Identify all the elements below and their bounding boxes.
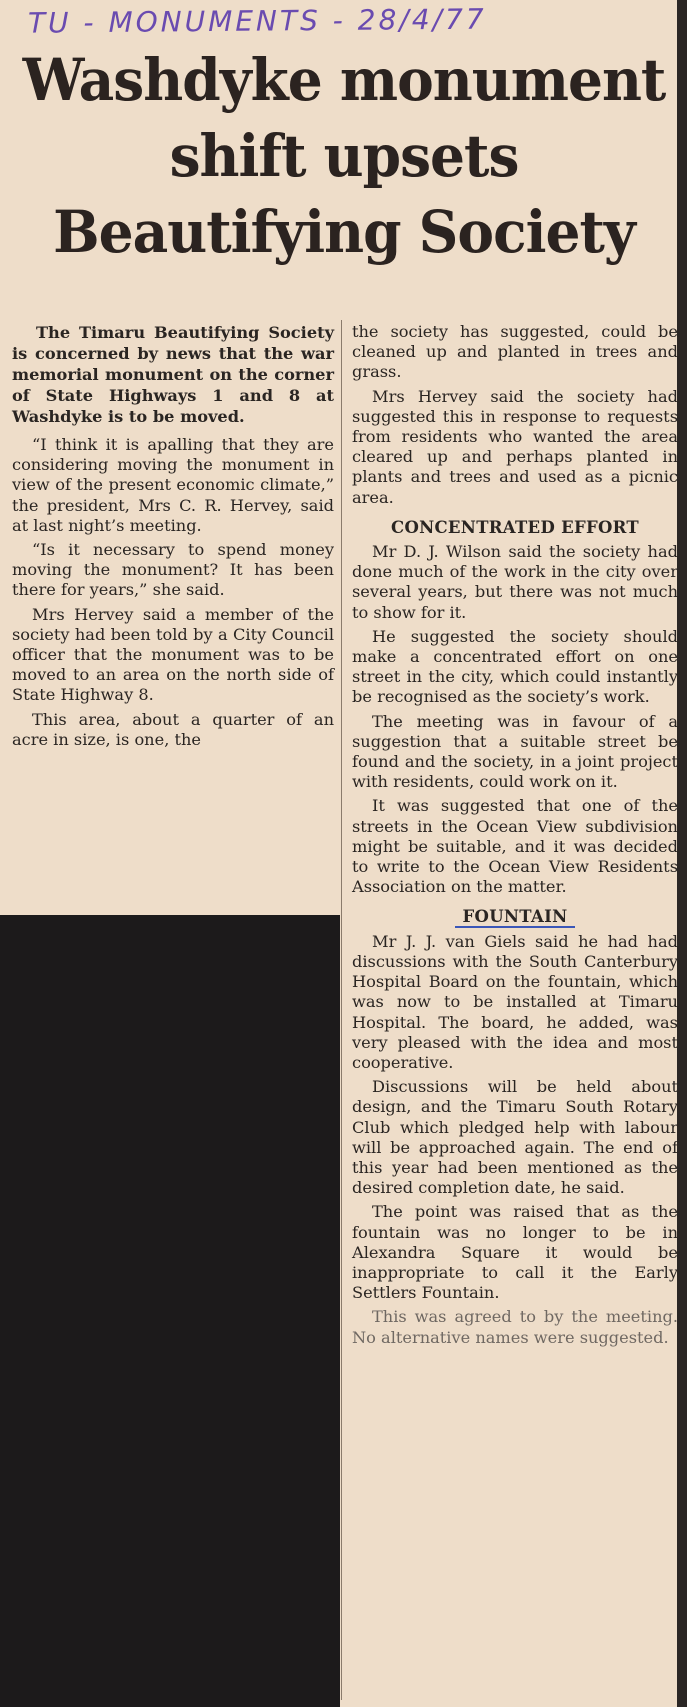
article-paragraph: “Is it necessary to spend money moving the monument? It has been there for years,” she said. bbox=[12, 540, 334, 600]
scan-edge bbox=[677, 0, 687, 1707]
article-lede: The Timaru Beautifying Society is concerned by news that the war memorial monument on the corner of State Highways 1 and 8 at Washdyke is to be moved. bbox=[12, 323, 334, 426]
article-paragraph: Mr J. J. van Giels said he had had discussions with the South Canterbury Hospital Board on the fountain, which was now to be installed at Timaru Hospital. The board, he added, was very pleased with the idea and most cooperative. bbox=[352, 931, 678, 1072]
handwritten-annotation: TU - MONUMENTS - 28/4/77 bbox=[27, 2, 487, 40]
article-paragraph: “I think it is apalling that they are considering moving the monument in view of the present economic climate,” the president, Mrs C. R. Hervey, said at last night’s meeting. bbox=[12, 435, 334, 535]
subheading-fountain bbox=[352, 907, 678, 927]
subheading-concentrated-effort: CONCENTRATED EFFORT bbox=[391, 517, 639, 537]
article-paragraph: The meeting was in favour of a suggestion that a suitable street be found and the society, in a joint project with residents, could work on it. bbox=[352, 711, 678, 792]
article-paragraph: This area, about a quarter of an acre in size, is one, the bbox=[12, 709, 334, 749]
article-paragraph: Mr D. J. Wilson said the society had done much of the work in the city over several years, but there was not much to show for it. bbox=[352, 542, 678, 622]
column-rule bbox=[341, 320, 342, 1700]
article-paragraph: Mrs Hervey said a member of the society had been told by a City Council officer that the monument was to be moved to an area on the north side of State Highway 8. bbox=[12, 604, 334, 705]
article-paragraph: This was agreed to by the meeting. No alternative names were suggested. bbox=[352, 1307, 678, 1347]
article-right-column bbox=[352, 322, 678, 1352]
headline-line-2: shift upsets bbox=[169, 121, 519, 190]
article-paragraph: It was suggested that one of the streets in the Ocean View subdivision might be suitable, and it was decided to write to the Ocean View Residents Association on the matter. bbox=[352, 796, 678, 897]
headline-line-1: Washdyke monument bbox=[22, 45, 666, 114]
article-paragraph: Discussions will be held about design, and the Timaru South Rotary Club which pledged help with labour will be approached again. The end of this year had been mentioned as the desired completion date, he said. bbox=[352, 1077, 678, 1198]
article-paragraph: He suggested the society should make a concentrated effort on one street in the city, which could instantly be recognised as the society’s work. bbox=[352, 626, 678, 707]
article-paragraph: the society has suggested, could be cleaned up and planted in trees and grass. bbox=[352, 322, 678, 382]
headline bbox=[14, 42, 674, 270]
article-paragraph: Mrs Hervey said the society had suggested this in response to requests from residents who wanted the area cleared up and perhaps planted in plants and trees and used as a picnic area. bbox=[352, 386, 678, 507]
headline-line-3: Beautifying Society bbox=[53, 197, 635, 266]
subheading-fountain-text: FOUNTAIN bbox=[455, 907, 576, 928]
article-paragraph: The point was raised that as the fountain was no longer to be in Alexandra Square it would be inappropriate to call it the Early Settlers Fountain. bbox=[352, 1202, 678, 1303]
article-left-column bbox=[12, 322, 334, 754]
